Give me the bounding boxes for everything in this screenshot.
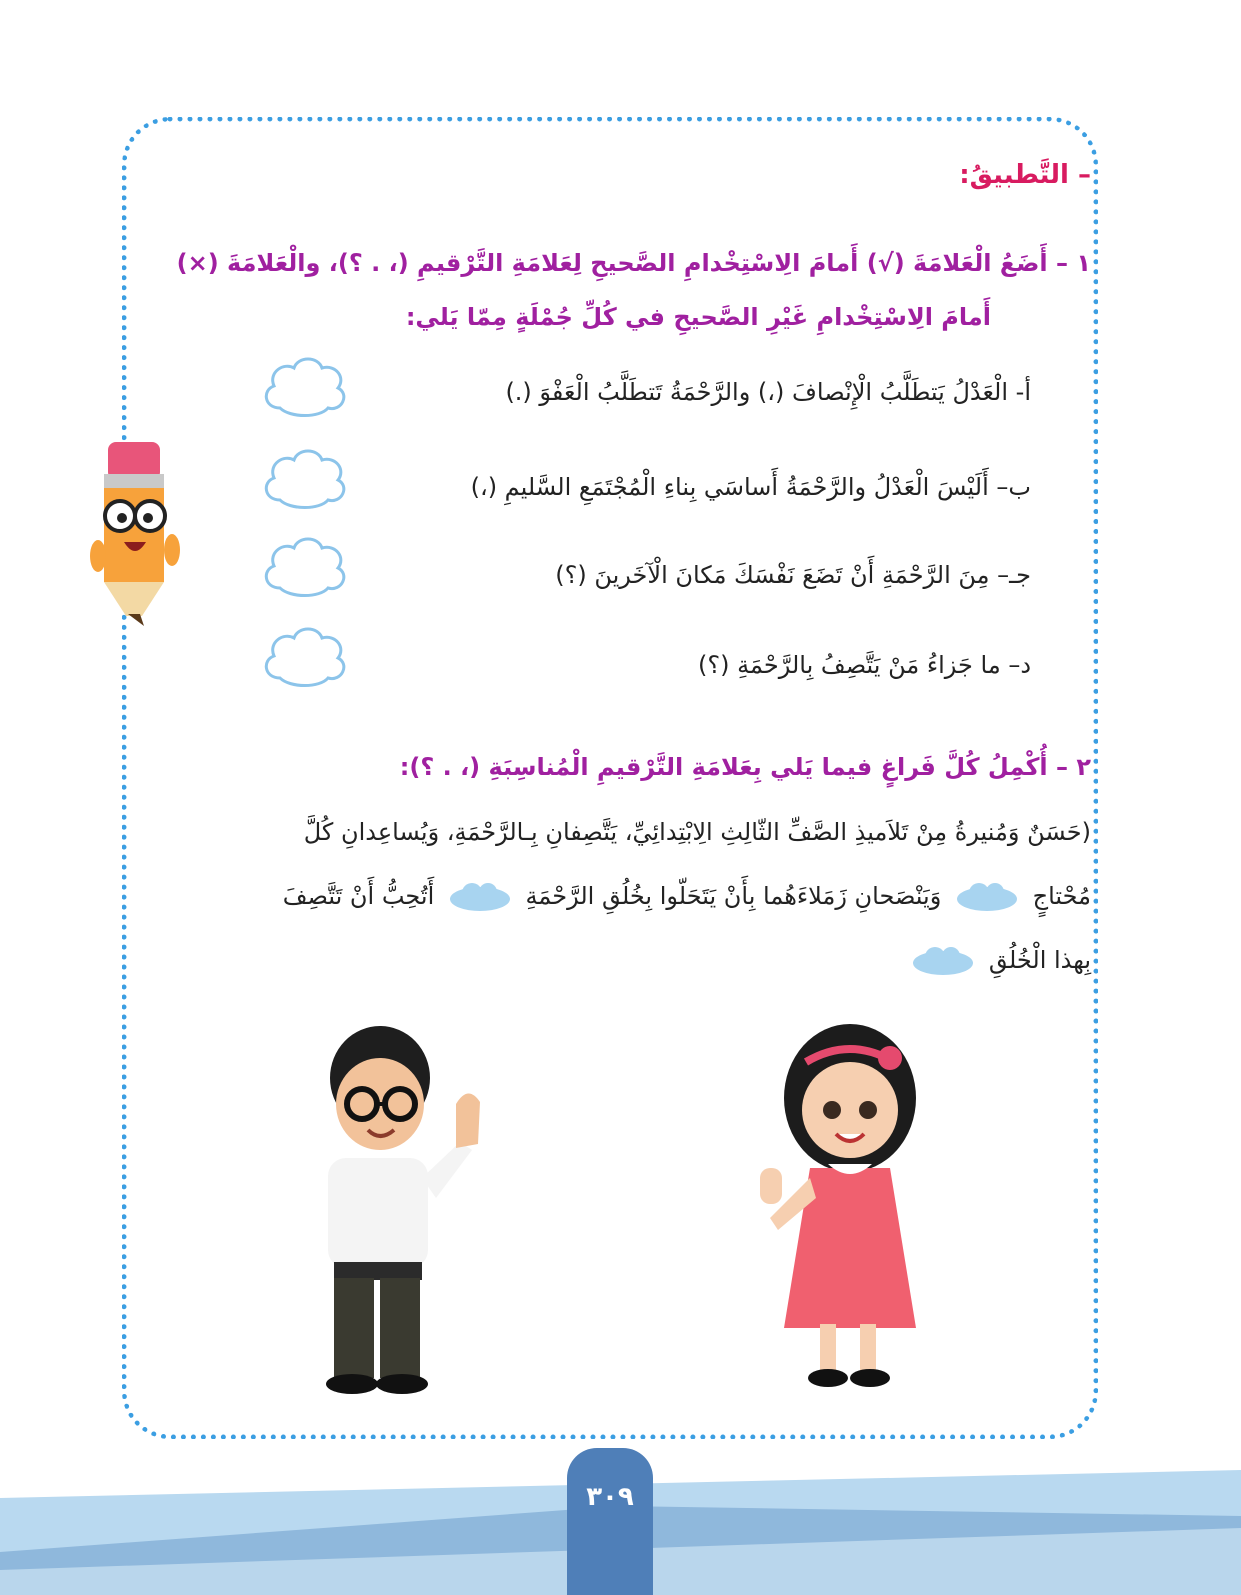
item-c: جـ– مِنَ الرَّحْمَةِ أَنْ تَضَعَ نَفْسَكَ مَكانَ الْآخَرينَ (؟) <box>555 561 1031 589</box>
passage-line-1: (حَسَنٌ وَمُنيرةُ مِنْ تَلاَميذِ الصَّفِّ الثّالِثِ الِابْتِدائِيِّ، يَتَّصِفانِ بِـالرَّحْمَةِ، وَيُساعِدانِ كُلَّ <box>303 818 1091 846</box>
question-1-line-2: أَمامَ الِاسْتِخْدامِ غَيْرِ الصَّحيحِ في كُلِّ جُمْلَةٍ مِمّا يَلي: <box>405 303 991 331</box>
item-d: د– ما جَزاءُ مَنْ يَتَّصِفُ بِالرَّحْمَةِ (؟) <box>698 651 1031 679</box>
item-a: أ- الْعَدْلُ يَتطَلَّبُ الْإِنْصافَ (،) والرَّحْمَةُ تَتطَلَّبُ الْعَفْوَ (.) <box>505 378 1031 406</box>
question-1-line-1: ١ – أَضَعُ الْعَلامَةَ (√) أَمامَ الِاسْتِخْدامِ الصَّحيحِ لِعَلامَةِ التَّرْقيمِ (، . ؟)، والْعَلامَةَ (×) <box>176 249 1091 277</box>
passage <box>131 800 1091 992</box>
passage-text-3: بِهذا الْخُلُقِ <box>988 946 1091 974</box>
pencil-mascot-image <box>88 438 184 628</box>
page-number-tab <box>567 1448 653 1595</box>
boy-illustration <box>300 1018 500 1398</box>
answer-cloud-d[interactable] <box>258 620 350 692</box>
question-2-title: ٢ – أُكْمِلُ كُلَّ فَراغٍ فيما يَلي بِعَلامَةِ التَّرْقيمِ الْمُناسِبَةِ (، . ؟): <box>399 753 1091 781</box>
passage-line-2 <box>131 864 1091 928</box>
item-b: ب– أَلَيْسَ الْعَدْلُ والرَّحْمَةُ أَساسَي بِناءِ الْمُجْتَمَعِ السَّليمِ (،) <box>470 473 1031 501</box>
page-number: ٣٠٩ <box>586 1482 634 1512</box>
answer-cloud-a[interactable] <box>258 350 350 422</box>
passage-text-2a: مُحْتاجٍ <box>1032 882 1091 910</box>
blank-cloud-1[interactable] <box>955 881 1019 913</box>
passage-text-2c: أَتُحِبُّ أَنْ تَتَّصِفَ <box>282 882 435 910</box>
question-1-title <box>131 236 1091 344</box>
section-heading: – التَّطبيقُ: <box>959 160 1091 190</box>
answer-cloud-b[interactable] <box>258 442 350 514</box>
girl-illustration <box>740 1018 940 1398</box>
passage-text-2b: وَيَنْصَحانِ زَمَلاءَهُما بِأَنْ يَتَحَلّوا بِخُلُقِ الرَّحْمَةِ <box>525 882 942 910</box>
blank-cloud-2[interactable] <box>448 881 512 913</box>
blank-cloud-3[interactable] <box>911 945 975 977</box>
passage-line-3 <box>131 928 1091 992</box>
answer-cloud-c[interactable] <box>258 530 350 602</box>
